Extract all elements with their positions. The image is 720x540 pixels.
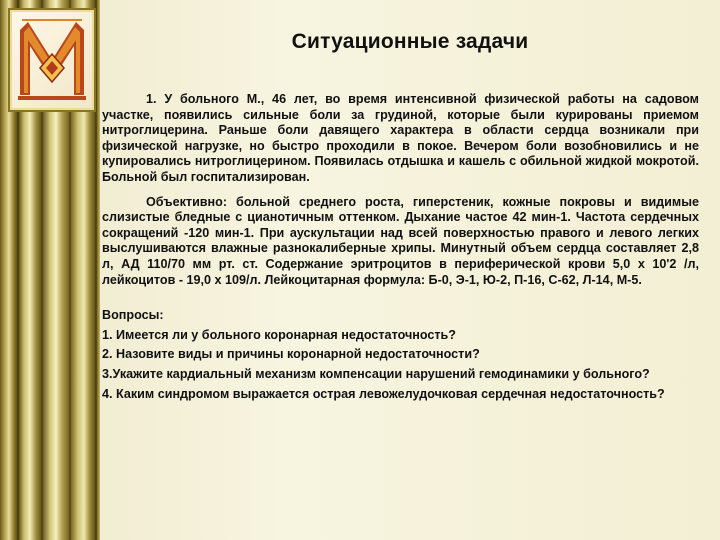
page-title: Ситуационные задачи bbox=[291, 30, 529, 53]
task-paragraph: 1. У больного М., 46 лет, во время интенсивной физической работы на садовом участке, появились сильные боли за грудиной, которые были курированы приемом нитроглицерина. Раньше боли давящего характера в области сердца возникали при физической нагрузке, но быстро проходили в покое. Вечером боли возобновились и не купировались нитроглицерином. Появилась отдышка и кашель с обильной жидкой мокротой. Больной был госпитализирован. bbox=[102, 92, 699, 184]
objective-paragraph: Объективно: больной среднего роста, гиперстеник, кожные покровы и видимые слизистые бледные с цианотичным оттенком. Дыхание частое 42 мин-1. Частота сердечных сокращений -120 мин-1. При аускультации над всей поверхностью правого и левого легких выслушиваются влажные разнокалиберные хрипы. Минутный объем сердца составляет 2,8 л, АД 110/70 мм рт. ст. Содержание эритроцитов в периферической крови 5,0 х 10'2 /л, лейкоцитов - 19,0 х 109/л. Лейкоцитарная формула: Б-0, Э-1, Ю-2, П-16, С-62, Л-14, М-5. bbox=[102, 194, 699, 287]
question-item: 2. Назовите виды и причины коронарной недостаточности? bbox=[102, 347, 480, 362]
questions-heading: Вопросы: bbox=[102, 308, 164, 323]
task-content bbox=[102, 92, 699, 406]
logo bbox=[8, 8, 96, 112]
question-item: 3.Укажите кардиальный механизм компенсации нарушений гемодинамики у больного? bbox=[102, 366, 650, 381]
question-item: 1. Имеется ли у больного коронарная недостаточность? bbox=[102, 327, 456, 342]
question-item: 4. Каким синдромом выражается острая левожелудочковая сердечная недостаточность? bbox=[102, 386, 665, 401]
letter-m-emblem-icon bbox=[10, 10, 94, 110]
